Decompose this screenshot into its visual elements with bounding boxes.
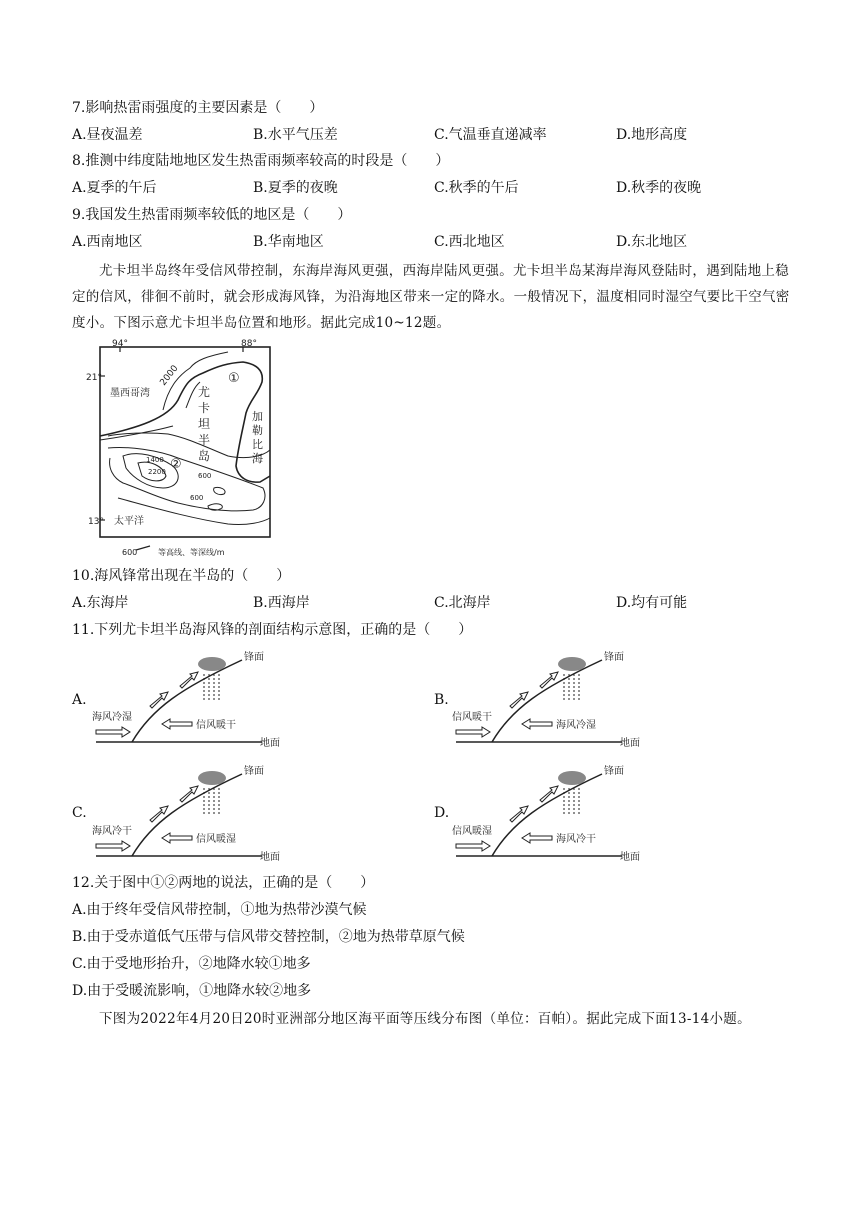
q7-option-c: C.气温垂直递减率 (434, 127, 547, 143)
map-legend-value: 600 (122, 548, 138, 557)
ground-label: 地面 (260, 852, 280, 862)
q10-option-b: B.西海岸 (253, 595, 310, 611)
q7-option-d: D.地形高度 (616, 127, 688, 143)
front-label: 锋面 (244, 652, 264, 663)
svg-text:坦: 坦 (198, 417, 211, 431)
q11-diagram-d (452, 762, 662, 862)
q7-stem: 7.影响热雷雨强度的主要因素是（ ） (72, 100, 324, 116)
q11-diagram-a (92, 648, 302, 748)
front-label: 锋面 (604, 766, 624, 777)
ground-label: 地面 (260, 738, 280, 748)
map-label-peninsula (198, 384, 210, 463)
right-arrow-icon (522, 719, 552, 729)
q12-stem: 12.关于图中①②两地的说法，正确的是（ ） (72, 875, 375, 891)
q12-option-d: D.由于受暖流影响，①地降水较②地多 (72, 983, 312, 999)
map-legend-text: 等高线、等深线/m (158, 548, 225, 557)
svg-text:加: 加 (252, 410, 263, 423)
map-label-caribbean (252, 409, 263, 465)
svg-text:海: 海 (252, 452, 263, 465)
cloud-icon (198, 771, 226, 785)
q10-option-a: A.东海岸 (72, 595, 129, 611)
front-label: 锋面 (244, 766, 264, 777)
right-arrow-icon (162, 719, 192, 729)
right-wind-label: 海风冷湿 (556, 720, 596, 731)
right-arrow-icon (522, 833, 552, 843)
left-wind-label: 信风暖湿 (452, 826, 492, 837)
map-contour-600b: 600 (190, 494, 204, 502)
q10-stem: 10.海风锋常出现在半岛的（ ） (72, 568, 291, 584)
q11-diagram-d-letter: D. (434, 805, 450, 821)
passage-yucatan: 尤卡坦半岛终年受信风带控制，东海岸海风更强，西海岸陆风更强。尤卡坦半岛某海岸海风登陆时，遇到陆地上稳定的信风，徘徊不前时，就会形成海风锋，为沿海地区带来一定的降水。一般情况下，温度相同时湿空气要比干空气密度小。下图示意尤卡坦半岛位置和地形。据此完成10~12题。 (72, 263, 790, 331)
q9-option-a: A.西南地区 (72, 234, 143, 250)
right-wind-label: 海风冷干 (556, 834, 596, 845)
svg-text:勒: 勒 (252, 424, 263, 437)
left-wind-label: 海风冷湿 (92, 712, 132, 723)
svg-text:半: 半 (198, 433, 211, 447)
right-wind-label: 信风暖干 (196, 720, 236, 731)
q11-diagram-a-letter: A. (72, 692, 87, 708)
front-label: 锋面 (604, 652, 624, 663)
ground-label: 地面 (620, 852, 640, 862)
left-wind-label: 海风冷干 (92, 826, 132, 837)
q12-option-a: A.由于终年受信风带控制，①地为热带沙漠气候 (72, 902, 367, 918)
map-marker-1: ① (228, 371, 240, 386)
q8-option-b: B.夏季的夜晚 (253, 180, 338, 196)
map-lon-left: 94° (112, 339, 128, 349)
right-wind-label: 信风暖湿 (196, 834, 236, 845)
cloud-icon (558, 657, 586, 671)
map-label-pacific: 太平洋 (114, 516, 144, 527)
q11-stem: 11.下列尤卡坦半岛海风锋的剖面结构示意图，正确的是（ ） (72, 622, 473, 638)
map-lat-top: 21° (86, 373, 102, 383)
map-contour-1400: 1400 (146, 456, 164, 464)
q8-option-a: A.夏季的午后 (72, 180, 157, 196)
passage-isobar: 下图为2022年4月20日20时亚洲部分地区海平面等压线分布图（单位：百帕）。据此完成下面13-14小题。 (99, 1011, 751, 1027)
q12-option-c: C.由于受地形抬升，②地降水较①地多 (72, 956, 311, 972)
q12-option-b: B.由于受赤道低气压带与信风带交替控制，②地为热带草原气候 (72, 929, 465, 945)
q11-diagram-b-letter: B. (434, 692, 449, 708)
left-wind-label: 信风暖干 (452, 712, 492, 723)
q8-stem: 8.推测中纬度陆地地区发生热雷雨频率较高的时段是（ ） (72, 153, 450, 169)
svg-text:比: 比 (252, 438, 263, 451)
map-frame (100, 347, 270, 537)
q11-diagram-b (452, 648, 662, 748)
map-lat-bottom: 13° (88, 517, 104, 527)
ground-label: 地面 (620, 738, 640, 748)
left-arrow-icon (456, 727, 490, 737)
q7-option-a: A.昼夜温差 (72, 127, 143, 143)
map-marker-2: ② (170, 457, 182, 472)
yucatan-map (78, 338, 278, 560)
q9-option-d: D.东北地区 (616, 234, 688, 250)
q11-diagram-c (92, 762, 302, 862)
front-diagram-body (92, 650, 280, 748)
rising-arrow-icon (150, 672, 198, 708)
cloud-icon (198, 657, 226, 671)
map-lon-right: 88° (241, 339, 257, 349)
depth-contour-2000 (163, 352, 228, 410)
q8-option-d: D.秋季的夜晚 (616, 180, 702, 196)
q10-option-c: C.北海岸 (434, 595, 491, 611)
map-contour-2200: 2200 (148, 468, 166, 476)
q10-option-d: D.均有可能 (616, 595, 688, 611)
map-contour-2000: 2000 (158, 363, 181, 388)
q9-option-b: B.华南地区 (253, 234, 324, 250)
q9-option-c: C.西北地区 (434, 234, 505, 250)
svg-text:岛: 岛 (198, 449, 211, 463)
q11-diagram-c-letter: C. (72, 805, 87, 821)
rising-arrow-icon (510, 672, 558, 708)
left-arrow-icon (456, 841, 490, 851)
svg-text:尤: 尤 (198, 385, 211, 399)
rising-arrow-icon (150, 786, 198, 822)
q7-option-b: B.水平气压差 (253, 127, 338, 143)
left-arrow-icon (96, 841, 130, 851)
map-label-gulf: 墨西哥湾 (110, 388, 150, 399)
left-arrow-icon (96, 727, 130, 737)
rising-arrow-icon (510, 786, 558, 822)
svg-text:卡: 卡 (198, 401, 211, 415)
right-arrow-icon (162, 833, 192, 843)
cloud-icon (558, 771, 586, 785)
q8-option-c: C.秋季的午后 (434, 180, 519, 196)
map-contour-600a: 600 (198, 472, 212, 480)
q9-stem: 9.我国发生热雷雨频率较低的地区是（ ） (72, 207, 352, 223)
